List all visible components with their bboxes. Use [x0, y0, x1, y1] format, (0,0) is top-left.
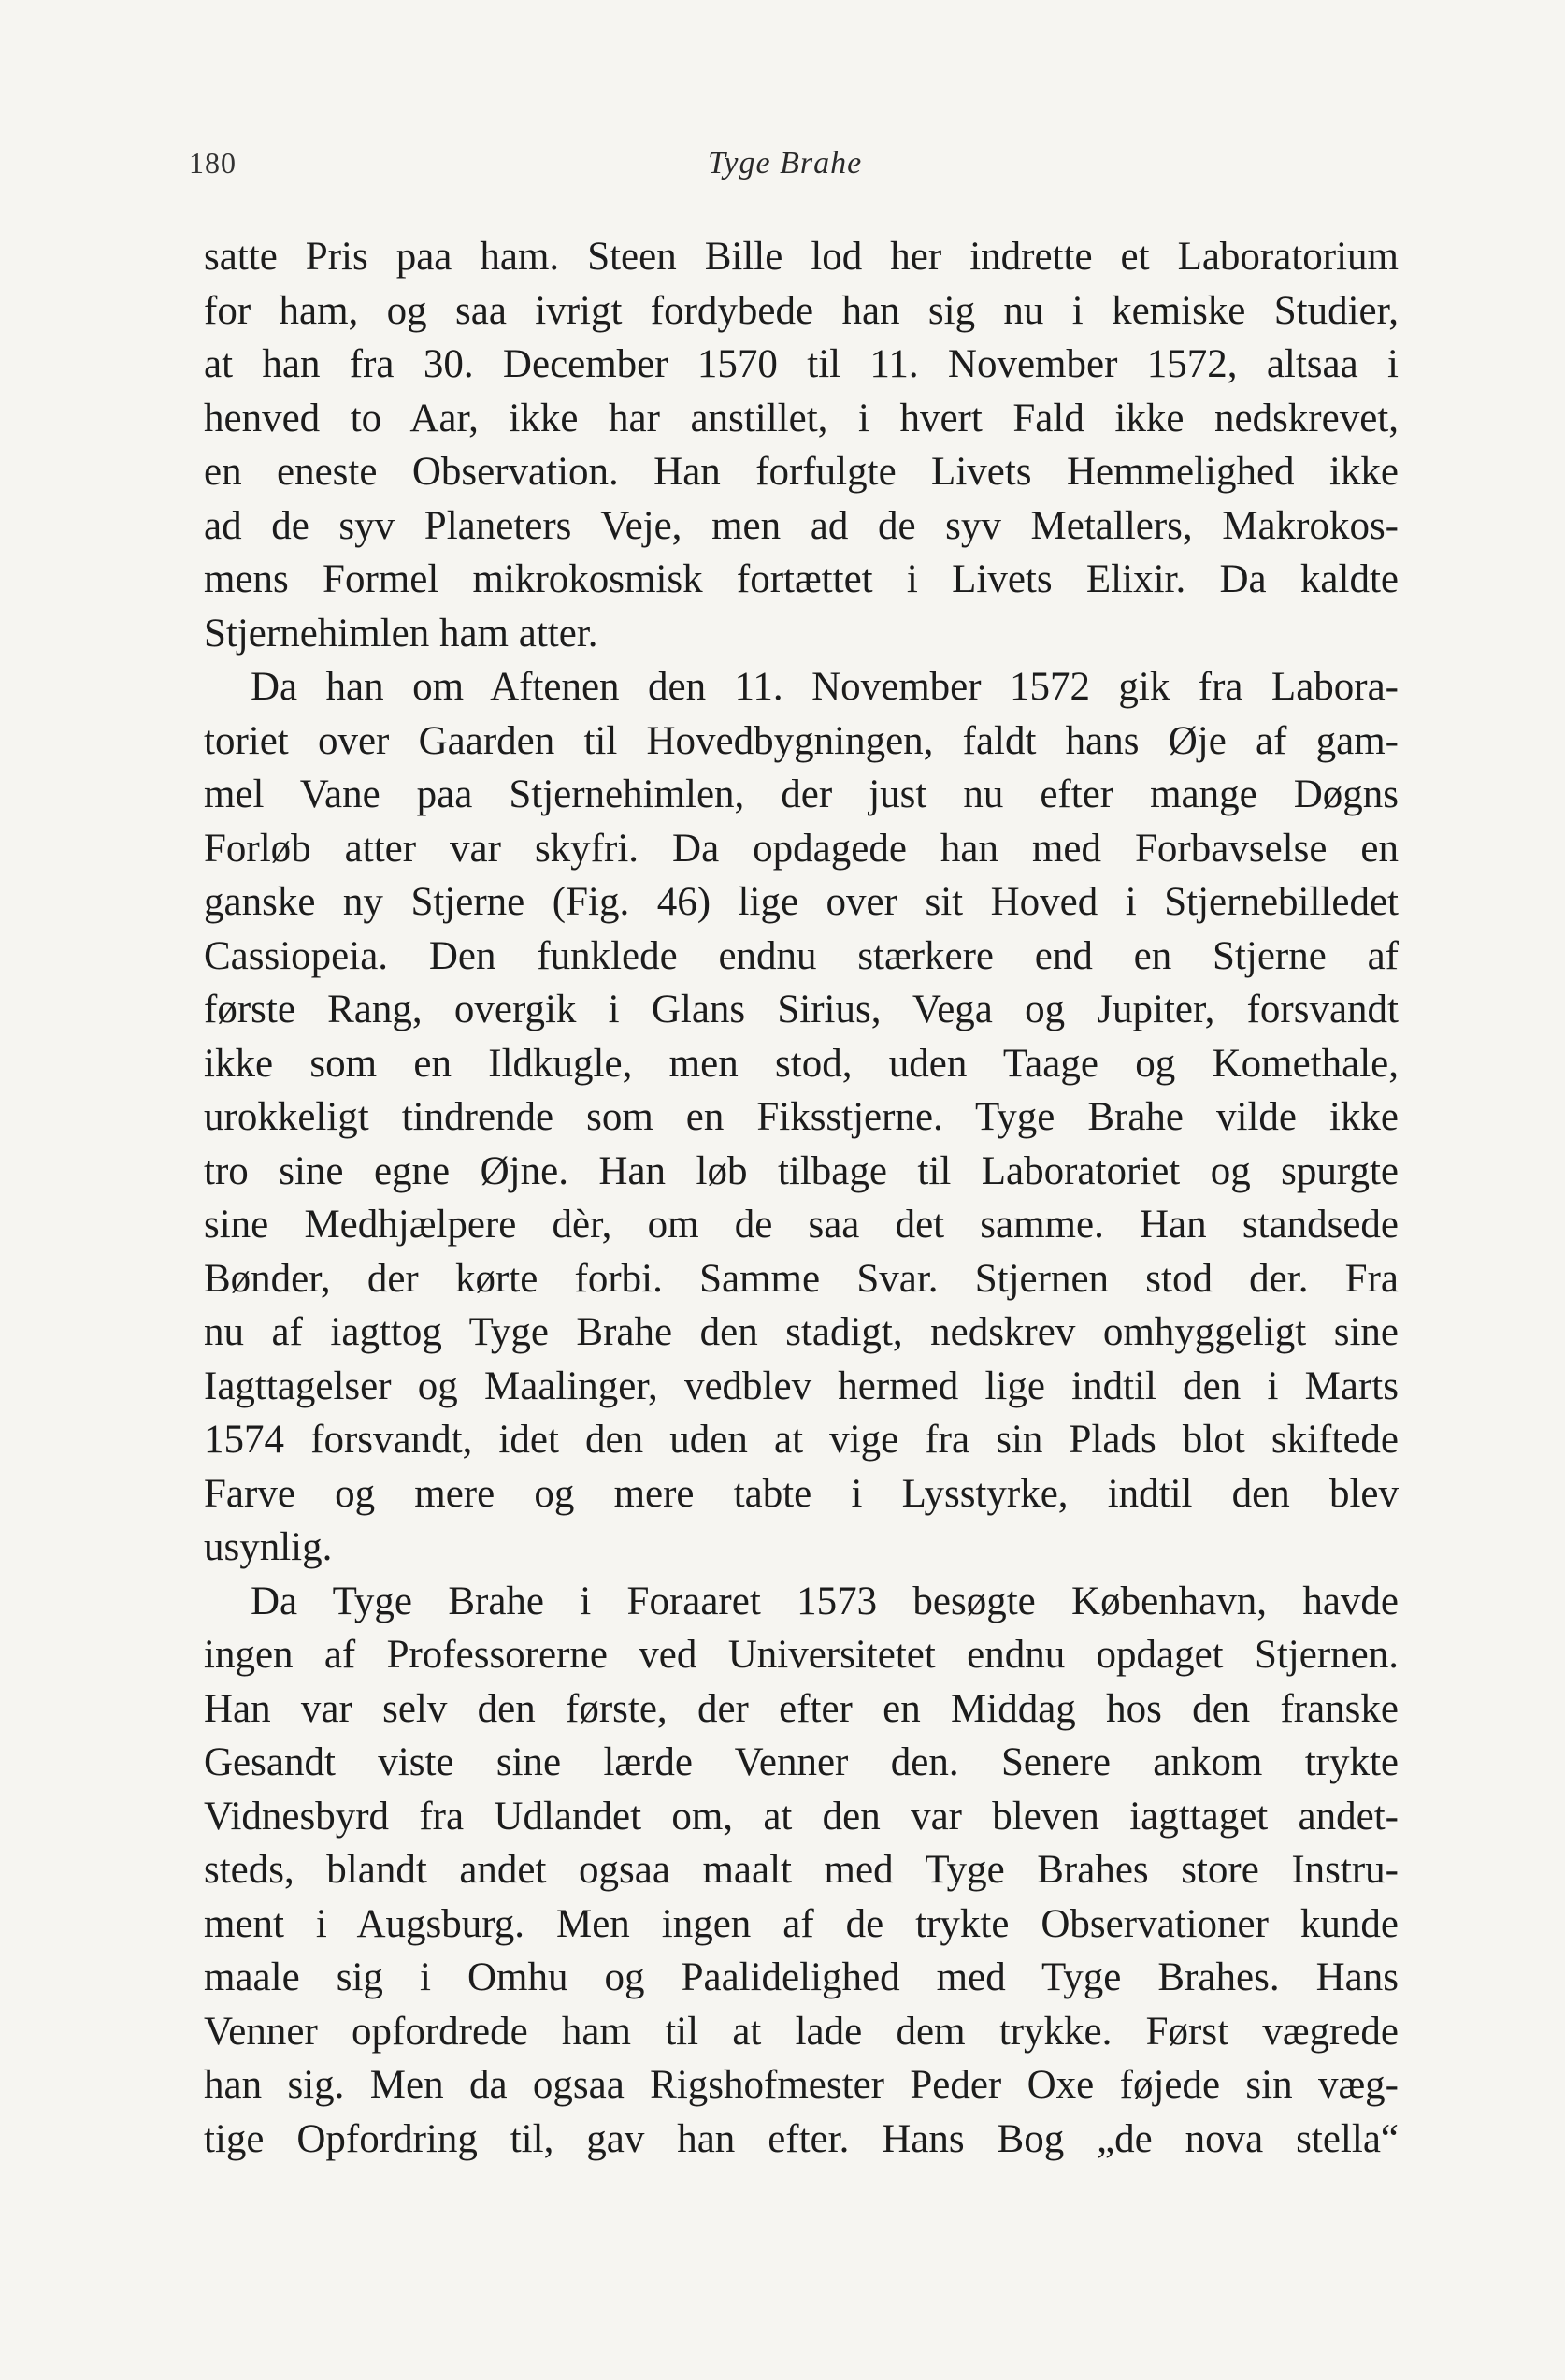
text-line: nu af iagttog Tyge Brahe den stadigt, nedskrev omhyggeligt sine [204, 1310, 1399, 1354]
text-line: for ham, og saa ivrigt fordybede han sig nu i kemiske Studier, [204, 288, 1399, 333]
text-line: ingen af Professorerne ved Universitetet endnu opdaget Stjernen. [204, 1633, 1399, 1677]
text-line: tro sine egne Øjne. Han løb tilbage til Laboratoriet og spurgte [204, 1148, 1399, 1193]
text-line: satte Pris paa ham. Steen Bille lod her indrette et Laboratorium [204, 235, 1399, 279]
text-line: Cassiopeia. Den funklede endnu stærkere end en Stjerne af [204, 933, 1399, 978]
text-line: mel Vane paa Stjernehimlen, der just nu efter mange Døgns [204, 772, 1399, 816]
text-line: han sig. Men da ogsaa Rigshofmester Peder Oxe føjede sin væg- [204, 2063, 1399, 2107]
text-line: Han var selv den første, der efter en Middag hos den franske [204, 1686, 1399, 1731]
text-line: Bønder, der kørte forbi. Samme Svar. Stjernen stod der. Fra [204, 1256, 1399, 1301]
text-line: ment i Augsburg. Men ingen af de trykte Observationer kunde [204, 1901, 1399, 1946]
text-line: steds, blandt andet ogsaa maalt med Tyge Brahes store Instru- [204, 1848, 1399, 1892]
body-text [204, 230, 1399, 2166]
text-line: Iagttagelser og Maalinger, vedblev hermed lige indtil den i Marts [204, 1363, 1399, 1408]
text-line: tige Opfordring til, gav han efter. Hans Bog „de nova stella“ [204, 2116, 1399, 2161]
text-line: sine Medhjælpere dèr, om de saa det samme. Han standsede [204, 1203, 1399, 1247]
text-line: toriet over Gaarden til Hovedbygningen, faldt hans Øje af gam- [204, 718, 1399, 763]
text-line: Venner opfordrede ham til at lade dem trykke. Først vægrede [204, 2009, 1399, 2054]
text-line: henved to Aar, ikke har anstillet, i hvert Fald ikke nedskrevet, [204, 396, 1399, 440]
text-line: maale sig i Omhu og Paalidelighed med Tyge Brahes. Hans [204, 1955, 1399, 1999]
text-line: ikke som en Ildkugle, men stod, uden Taage og Komethale, [204, 1041, 1399, 1086]
text-line: Vidnesbyrd fra Udlandet om, at den var bleven iagttaget andet- [204, 1794, 1399, 1839]
text-line: ad de syv Planeters Veje, men ad de syv Metallers, Makrokos- [204, 503, 1399, 548]
text-line: urokkeligt tindrende som en Fiksstjerne. Tyge Brahe vilde ikke [204, 1095, 1399, 1139]
text-line: Farve og mere og mere tabte i Lysstyrke, indtil den blev [204, 1471, 1399, 1516]
text-line: første Rang, overgik i Glans Sirius, Vega og Jupiter, forsvandt [204, 988, 1399, 1031]
text-line: mens Formel mikrokosmisk fortættet i Livets Elixir. Da kaldte [204, 557, 1399, 601]
text-line: Da Tyge Brahe i Foraaret 1573 besøgte København, havde [251, 1579, 1399, 1623]
text-line: Forløb atter var skyfri. Da opdagede han med Forbavselse en [204, 826, 1399, 871]
page-number: 180 [189, 146, 237, 180]
text-line: ganske ny Stjerne (Fig. 46) lige over sit Hoved i Stjernebilledet [204, 880, 1399, 924]
text-line: en eneste Observation. Han forfulgte Livets Hemmelighed ikke [204, 450, 1399, 494]
text-line: Stjernehimlen ham atter. [204, 611, 598, 656]
text-line: 1574 forsvandt, idet den uden at vige fra sin Plads blot skiftede [204, 1418, 1399, 1462]
text-line: Gesandt viste sine lærde Venner den. Senere ankom trykte [204, 1740, 1399, 1784]
text-line: usynlig. [204, 1525, 333, 1569]
running-title: Tyge Brahe [708, 146, 863, 180]
text-line: Da han om Aftenen den 11. November 1572 gik fra Labora- [251, 665, 1399, 709]
text-line: at han fra 30. December 1570 til 11. November 1572, altsaa i [204, 342, 1399, 386]
